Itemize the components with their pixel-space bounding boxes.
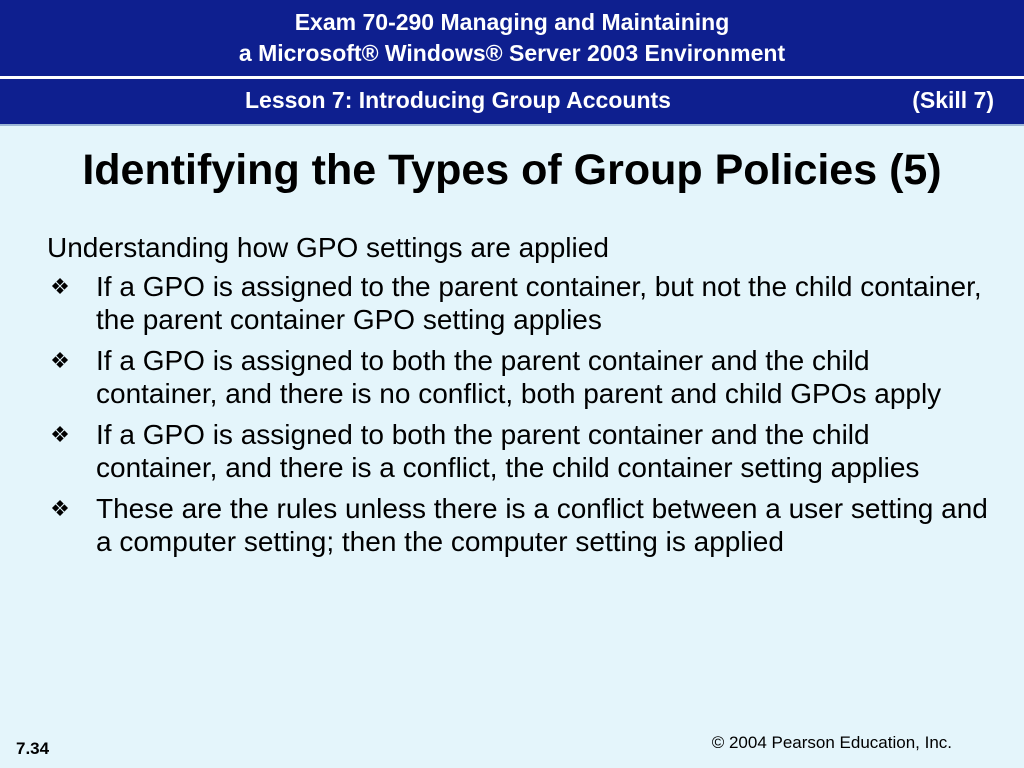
four-diamond-bullet-icon: ❖ xyxy=(50,274,70,299)
slide-number: 7.34 xyxy=(16,739,50,758)
course-title-line-2: a Microsoft® Windows® Server 2003 Environment xyxy=(238,40,786,66)
bullet-list xyxy=(47,270,997,558)
bullet-text: These are the rules unless there is a conflict between a user setting and a computer setting; then the computer setting is applied xyxy=(96,493,988,557)
lesson-title: Lesson 7: Introducing Group Accounts xyxy=(245,87,671,113)
four-diamond-bullet-icon: ❖ xyxy=(50,496,70,521)
intro-text: Understanding how GPO settings are applied xyxy=(47,232,609,263)
bullet-item xyxy=(47,418,997,484)
bullet-text: If a GPO is assigned to both the parent container and the child container, and there is a conflict, the child container setting applies xyxy=(96,419,920,483)
bullet-item xyxy=(47,492,997,558)
bullet-text: If a GPO is assigned to both the parent container and the child container, and there is no conflict, both parent and child GPOs apply xyxy=(96,345,942,409)
bullet-item xyxy=(47,344,997,410)
lesson-banner xyxy=(0,79,1024,124)
four-diamond-bullet-icon: ❖ xyxy=(50,422,70,447)
skill-label: (Skill 7) xyxy=(912,87,994,113)
bullet-item xyxy=(47,270,997,336)
copyright-notice: © 2004 Pearson Education, Inc. xyxy=(711,733,952,752)
slide-title: Identifying the Types of Group Policies (5) xyxy=(82,146,942,194)
course-title-banner xyxy=(0,0,1024,76)
bullet-text: If a GPO is assigned to the parent container, but not the child container, the parent container GPO setting applies xyxy=(96,271,982,335)
header-bottom-rule xyxy=(0,124,1024,126)
course-title-line-1: Exam 70-290 Managing and Maintaining xyxy=(294,9,730,35)
slide-body xyxy=(47,231,997,566)
four-diamond-bullet-icon: ❖ xyxy=(50,348,70,373)
